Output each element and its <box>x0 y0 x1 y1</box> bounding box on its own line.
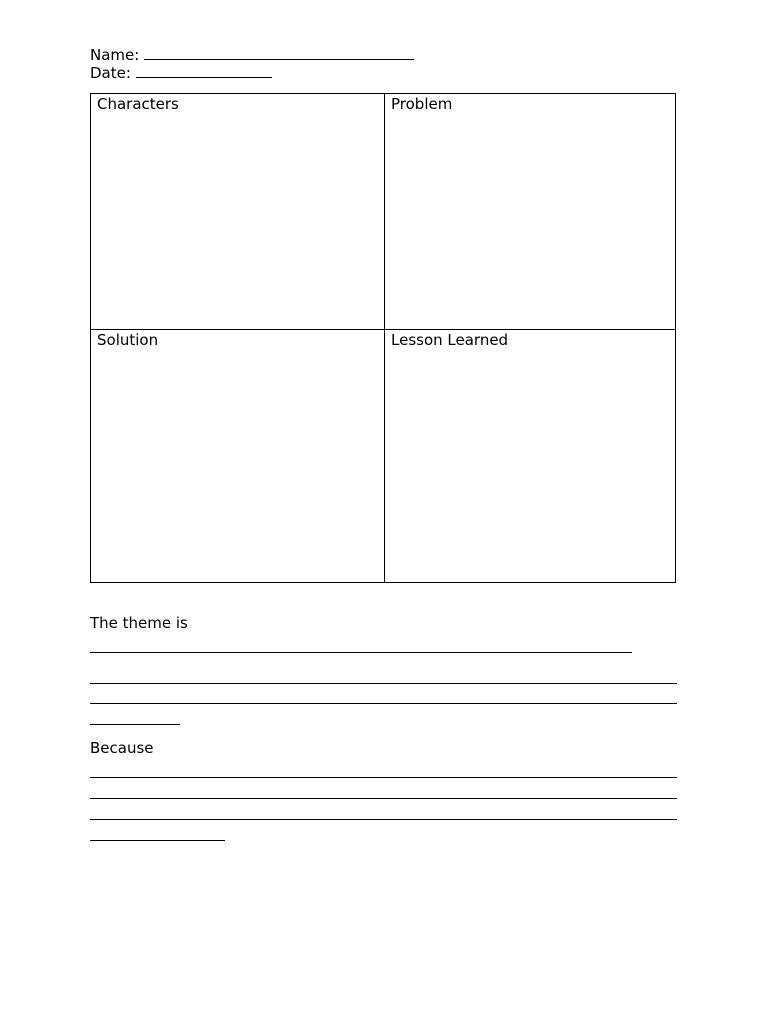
problem-label: Problem <box>391 95 453 113</box>
date-label: Date: <box>90 64 131 82</box>
theme-answer-line[interactable] <box>90 703 677 704</box>
problem-box[interactable] <box>384 94 676 329</box>
solution-box[interactable] <box>91 329 384 582</box>
solution-label: Solution <box>97 331 159 349</box>
because-answer-line[interactable] <box>90 840 225 841</box>
theme-answer-line[interactable] <box>90 683 677 684</box>
because-answer-line[interactable] <box>90 777 677 778</box>
name-blank-line[interactable] <box>144 46 414 60</box>
because-answer-line[interactable] <box>90 798 677 799</box>
name-label: Name: <box>90 46 140 64</box>
name-field-row <box>90 46 414 64</box>
because-prompt: Because <box>90 739 154 757</box>
characters-label: Characters <box>97 95 179 113</box>
theme-answer-line[interactable] <box>90 724 180 725</box>
lesson-learned-label: Lesson Learned <box>391 331 509 349</box>
story-elements-grid <box>90 93 676 583</box>
characters-box[interactable] <box>91 94 384 329</box>
date-blank-line[interactable] <box>136 64 272 78</box>
theme-prompt: The theme is <box>90 614 188 632</box>
theme-answer-line[interactable] <box>90 652 632 653</box>
lesson-learned-box[interactable] <box>384 329 676 582</box>
because-answer-line[interactable] <box>90 819 677 820</box>
date-field-row <box>90 64 272 82</box>
